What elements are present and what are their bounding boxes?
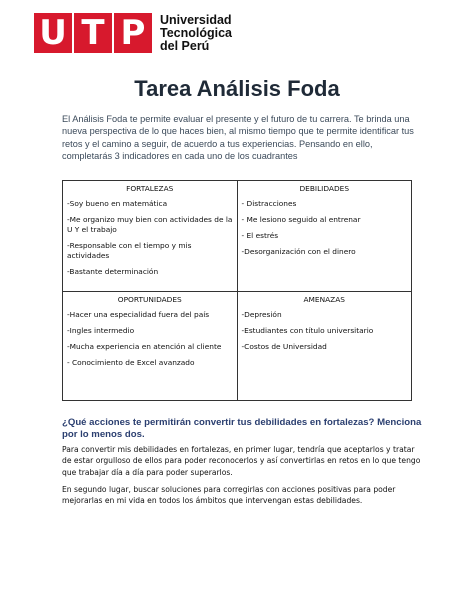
intro-paragraph: El Análisis Foda te permite evaluar el presente y el futuro de tu carrera. Te brinda una nueva perspectiva de lo que haces bien, al mismo tiempo que te permite identificar tus retos y el camino a seguir, de acuerdo a tus experiencias. Pensando en ello, completarás 3 indicadores en cada uno de los cuadrantes — [62, 114, 414, 162]
logo-letter-p: P — [118, 17, 148, 49]
answer-paragraph-1: Para convertir mis debilidades en fortalezas, en primer lugar, tendría que aceptarlos y tratar de estar orgulloso de ellos para poder reconocerlos y así convertirlas en retos en lo que tengo que trabajar día a día para poder superarlos. — [62, 445, 421, 477]
debilidades-heading: DEBILIDADES — [299, 184, 350, 193]
debilidad-item: - Distracciones — [241, 199, 297, 208]
foda-table — [62, 180, 412, 401]
fortaleza-item: -Me organizo muy bien con actividades de la U Y el trabajo — [67, 215, 233, 234]
debilidades-cell — [237, 181, 412, 292]
debilidad-item: -Desorganización con el dinero — [241, 247, 356, 256]
amenaza-item: -Estudiantes con título universitario — [241, 326, 374, 335]
oportunidades-heading: OPORTUNIDADES — [117, 295, 182, 304]
logo-letter-u: U — [39, 13, 67, 53]
amenazas-heading: AMENAZAS — [303, 295, 345, 304]
oportunidad-item: - Conocimiento de Excel avanzado — [67, 358, 195, 367]
answer-paragraph-2: En segundo lugar, buscar soluciones para corregirlas con acciones positivas para poder mejorarlas en mi vida en todos los ámbitos que intervengan estas debilidades. — [62, 485, 396, 506]
logo-university-name — [160, 14, 232, 53]
question-heading: ¿Qué acciones te permitirán convertir tus debilidades en fortalezas? Menciona por lo menos dos. — [62, 417, 422, 440]
fortaleza-item: -Responsable con el tiempo y mis actividades — [67, 241, 192, 260]
logo-letter-t: T — [78, 17, 108, 49]
amenazas-cell — [237, 292, 412, 401]
utp-logo-mark — [34, 13, 152, 53]
amenaza-item: -Costos de Universidad — [241, 342, 327, 351]
fortaleza-item: -Bastante determinación — [67, 267, 159, 276]
document-title: Tarea Análisis Foda — [134, 76, 340, 101]
logo-line-3: del Perú — [160, 38, 210, 53]
amenaza-item: -Depresión — [241, 310, 282, 319]
oportunidad-item: -Mucha experiencia en atención al cliente — [67, 342, 222, 351]
fortaleza-item: -Soy bueno en matemática — [67, 199, 168, 208]
fortalezas-heading: FORTALEZAS — [126, 184, 174, 193]
debilidad-item: - El estrés — [241, 231, 279, 240]
oportunidad-item: -Ingles intermedio — [67, 326, 135, 335]
debilidad-item: - Me lesiono seguido al entrenar — [241, 215, 361, 224]
oportunidades-cell — [63, 292, 238, 401]
logo-line-1: Universidad — [160, 12, 232, 27]
logo-line-2: Tecnológica — [160, 25, 233, 40]
utp-logo — [34, 13, 232, 53]
oportunidad-item: -Hacer una especialidad fuera del país — [67, 310, 210, 319]
fortalezas-cell — [63, 181, 238, 292]
